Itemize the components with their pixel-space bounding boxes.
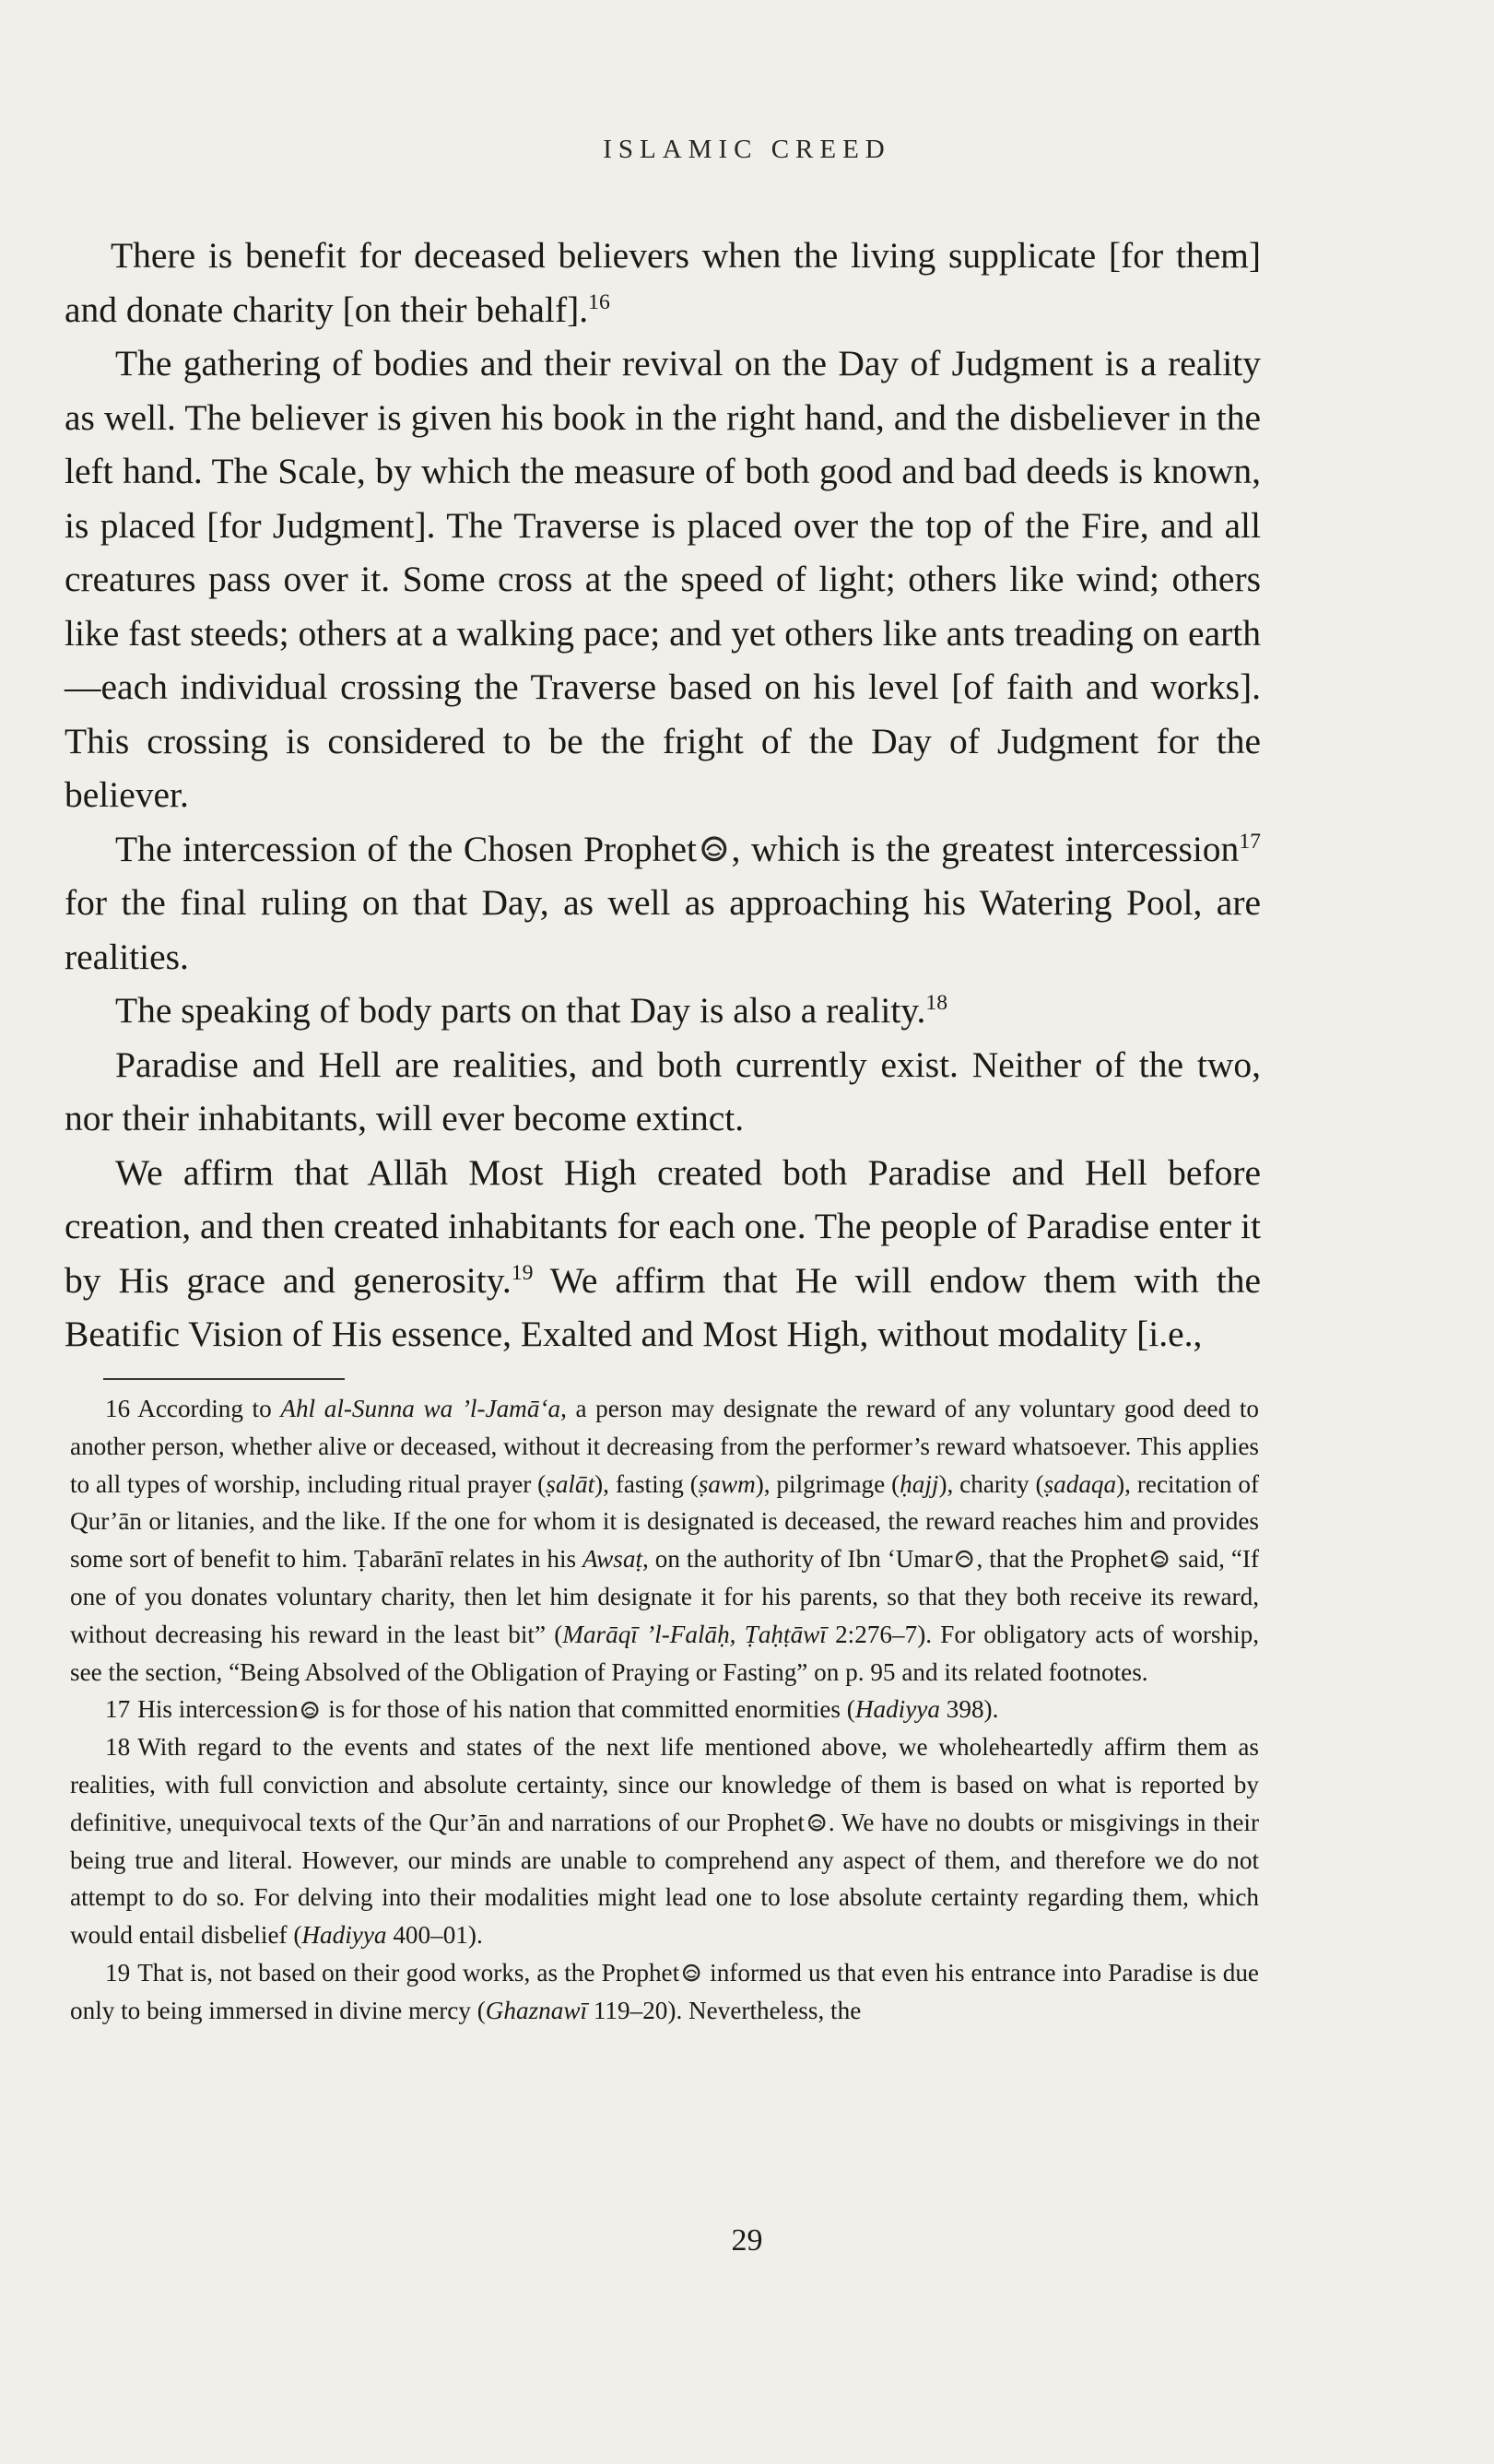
paragraph: The gathering of bodies and their revival on the Day of Judgment is a reality as well. The believer is given his book in the right hand, and the disbeliever in the left hand. The Scale, by which the measure of both good and bad deeds is known, is placed [for Judgment]. The Traverse is placed over the top of the Fire, and all creatures pass over it. Some cross at the speed of light; others like wind; others like fast steeds; others at a walking pace; and yet others like ants treading on earth—each individual crossing the Traverse based on his level [of faith and works]. This crossing is considered to be the fright of the Day of Judgment for the believer. [65,343,1261,815]
salutation-icon [682,1963,700,1982]
salutation-icon [1150,1550,1169,1568]
footnote-16: 16 According to Ahl al-Sunna wa ’l-Jamā‘a, a person may designate the reward of any voluntary good deed to another person, whether alive or deceased, without it decreasing from the performer’s reward whatsoever. This applies to all types of worship, including ritual prayer (ṣalāt), fasting (ṣawm), pilgrimage (ḥajj), charity (ṣadaqa), recitation of Qur’ān or litanies, and the like. If the one for whom it is designated is deceased, the reward reaches him and provides some sort of benefit to him. Ṭabarānī relates in his Awsaṭ, on the authority of Ibn ‘Umar , that the Prophet said, “If one of you donates voluntary charity, then let him designate it for his parents, so that they both receive its reward, without decreasing his reward in the least bit” (Marāqī ’l-Falāḥ, Ṭaḥṭāwī 2:276–7). For obligatory acts of worship, see the section, “Being Absolved of the Obligation of Praying or Fasting” on p. 95 and its related footnotes. [70,1395,1260,1686]
footnote-number: 18 [105,1733,131,1762]
salutation-icon [300,1701,319,1719]
main-text [65,229,1261,1362]
paragraph: Paradise and Hell are realities, and both currently exist. Neither of the two, nor their inhabitants, will ever become extinct. [65,1043,1261,1138]
footnote-divider [103,1378,345,1380]
footnote-ref: 19 [511,1260,534,1285]
paragraph: The speaking of body parts on that Day is also a reality.$^{18}$ [115,990,948,1031]
running-head: ISLAMIC CREED [603,135,891,164]
footnotes [70,1390,1259,2030]
footnote-18: 18 With regard to the events and states of the next life mentioned above, we wholeheartedly affirm them as realities, with full conviction and absolute certainty, since our knowledge of them is based on what is reported by definitive, unequivocal texts of the Qur’ān and narrations of our Prophet . We have no doubts or misgivings in their being true and literal. However, our minds are unable to comprehend any aspect of them, and therefore we do not attempt to do so. For delving into their modalities might lead one to lose absolute certainty regarding them, which would entail disbelief (Hadiyya 400–01). [70,1733,1259,1950]
footnote-ref: 18 [925,990,948,1015]
footnote-number: 19 [105,1958,131,1987]
page-number: 29 [731,2223,763,2258]
footnote-number: 17 [105,1695,131,1724]
footnote-number: 16 [105,1395,131,1422]
footnote-ref: 16 [588,289,610,314]
footnote-19: 19 That is, not based on their good works, as the Prophet informed us that even his entrance into Paradise is due only to being immersed in divine mercy (Ghaznawī 119–20). Nevertheless, the [70,1958,1259,2024]
salutation-icon [807,1813,826,1832]
footnote-ref: 17 [1239,829,1261,854]
footnote-17: 17 His intercession is for those of his nation that committed enormities (Hadiyya 398). [105,1695,999,1724]
paragraph: We affirm that Allāh Most High created both Paradise and Hell before creation, and then created inhabitants for each one. The people of Paradise enter it by His grace and generosity.$^{19}$ We affirm that He will endow them with the Beatific Vision of His essence, Exalted and Most High, without modality [i.e., [65,1151,1261,1354]
salutation-icon [955,1550,973,1568]
paragraph: There is benefit for deceased believers when the living supplicate [for them] and donate charity [on their behalf].$^{16}$ [65,235,1261,330]
salutation-icon [700,835,728,863]
paragraph: The intercession of the Chosen Prophet , which is the greatest intercession$^{17}$ for the final ruling on that Day, as well as approaching his Watering Pool, are realities. [65,828,1261,977]
